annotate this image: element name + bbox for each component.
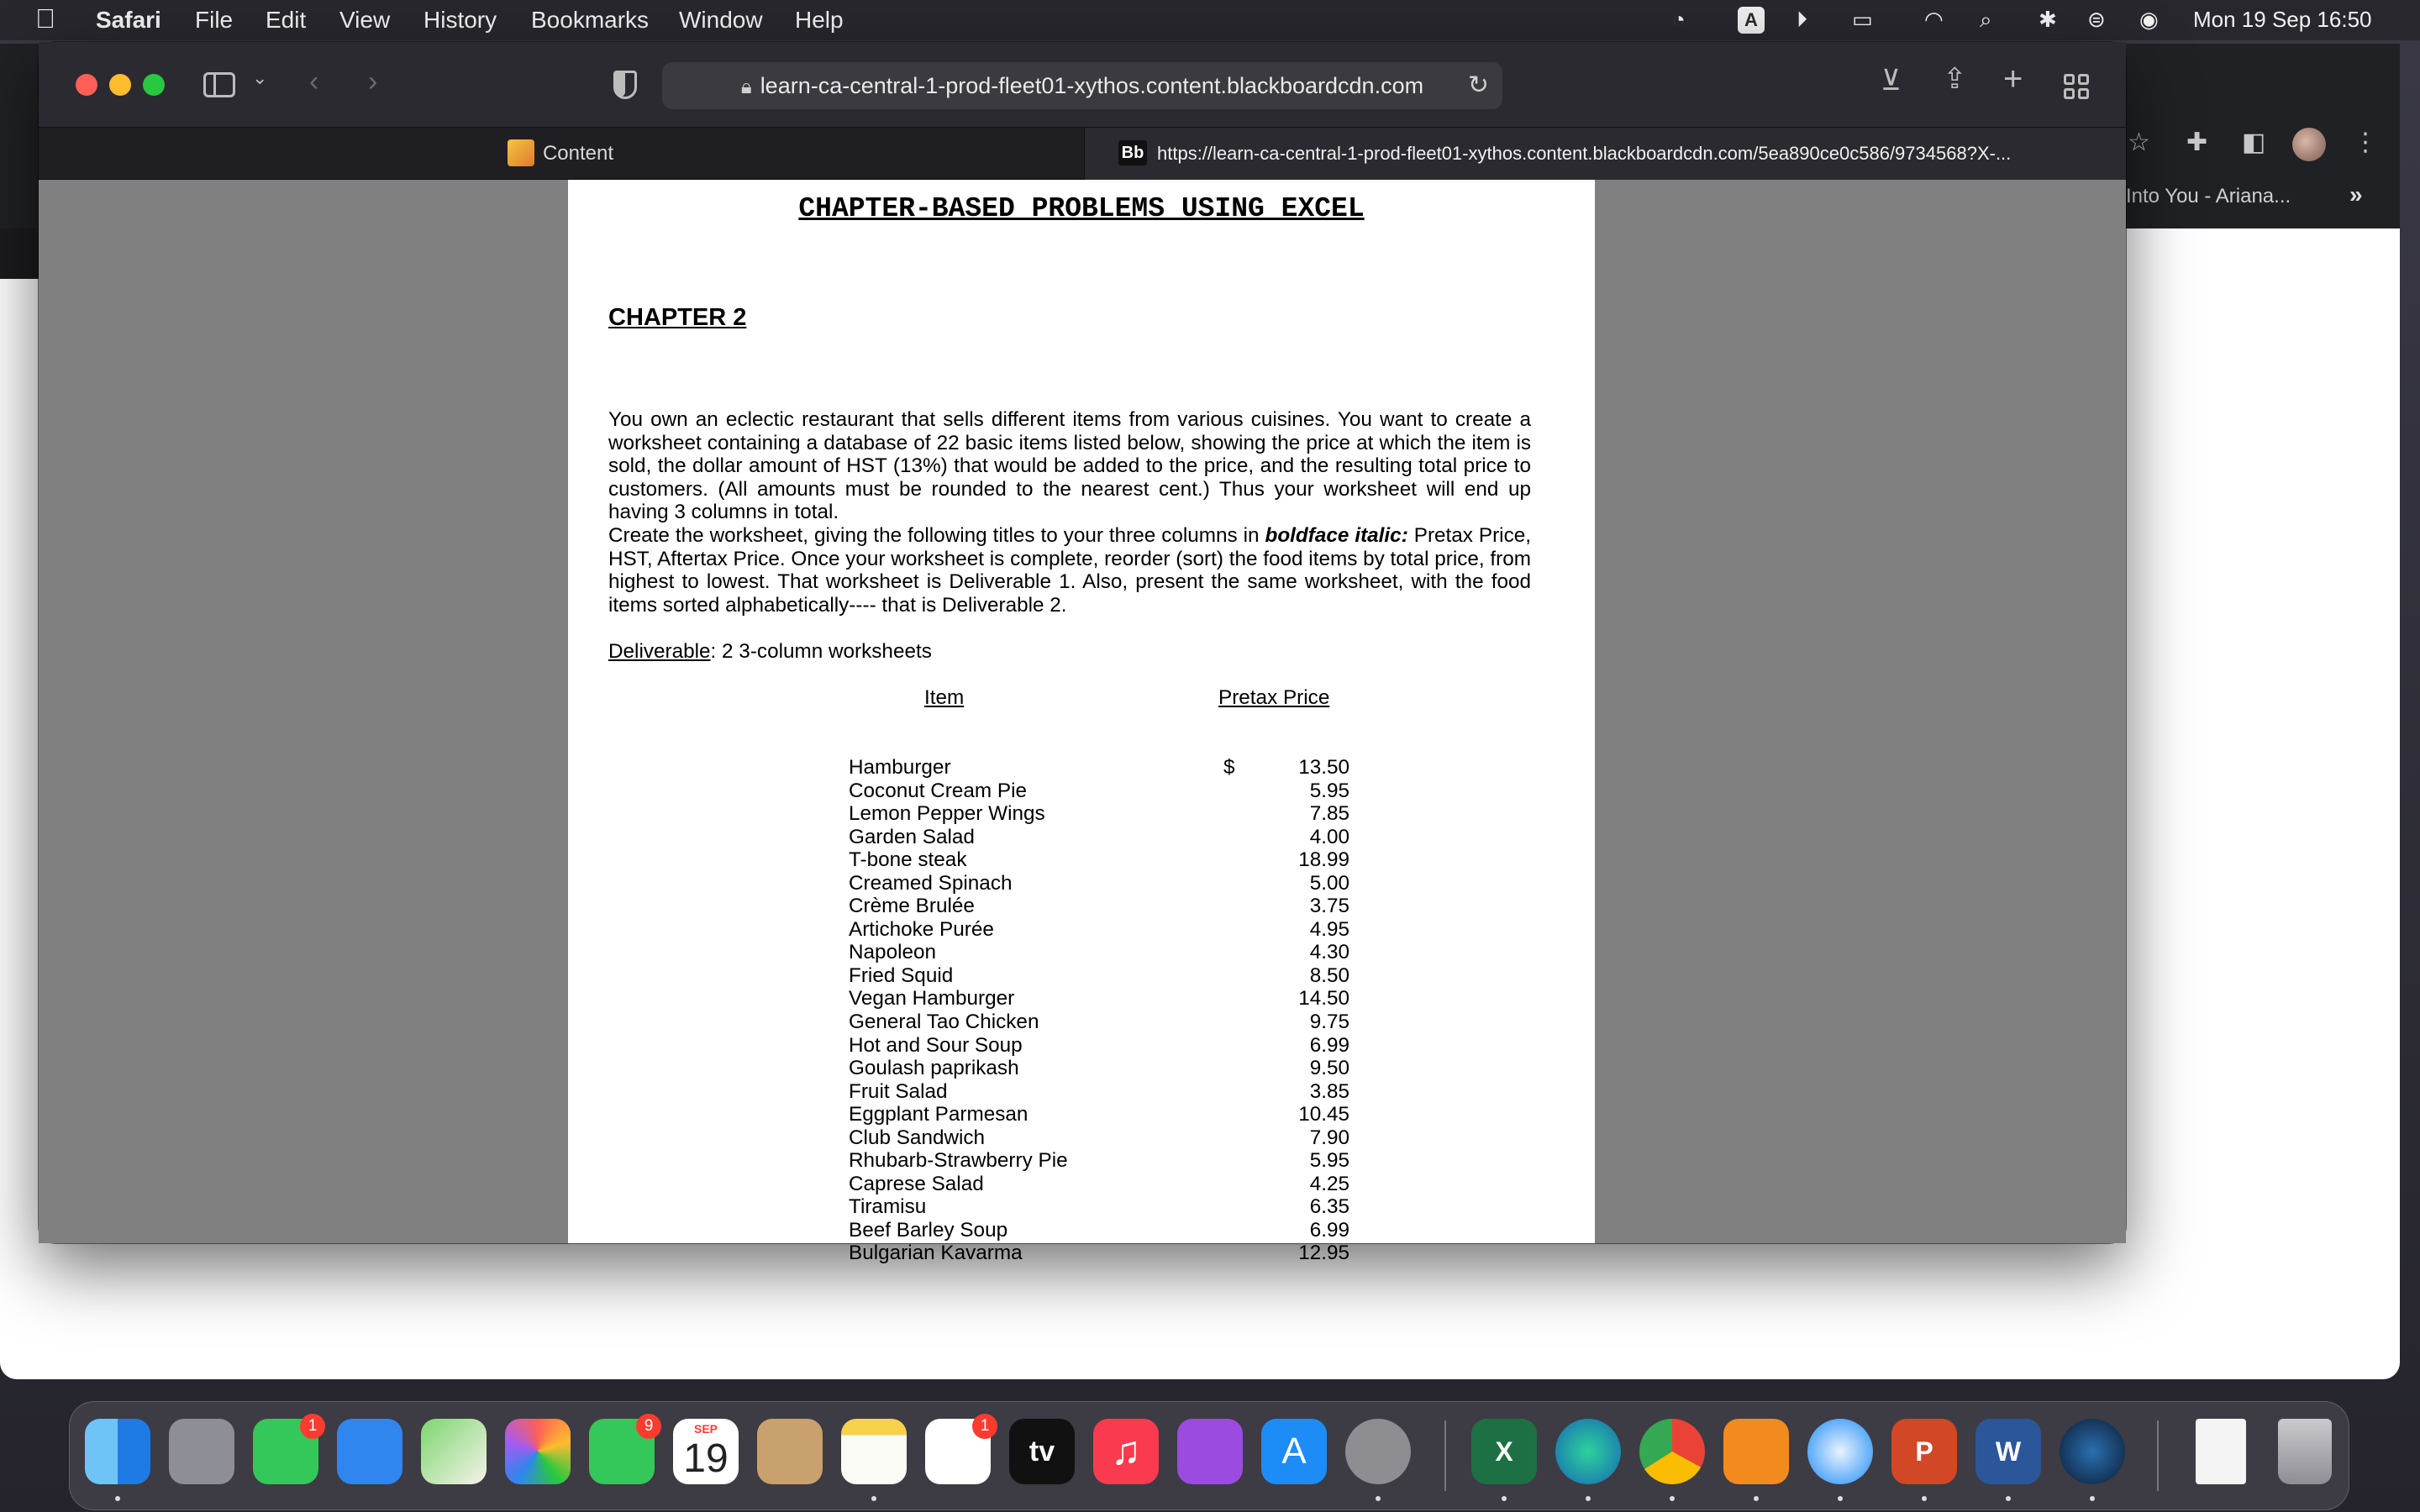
dock-separator [1444,1420,1446,1491]
food-price [1223,918,1349,942]
sync-status-icon[interactable]: ◔ [1672,7,1686,32]
dock-separator-2 [2157,1420,2159,1491]
food-item: Club Sandwich [849,1126,986,1149]
food-price [1223,1242,1349,1265]
downloads-icon[interactable]: ⊻ [1881,65,1902,97]
food-item: Vegan Hamburger [849,987,1015,1011]
food-price [1223,780,1349,803]
finder-running-dot [115,1496,120,1501]
price-value: 4.30 [1309,941,1349,964]
price-value: 8.50 [1309,963,1349,987]
menu-window[interactable]: Window [679,7,763,33]
dock [69,1401,2349,1510]
now-playing-icon[interactable]: ⏵ [1797,7,1808,32]
food-price [1223,1173,1349,1196]
word-letter: W [1995,1436,2022,1467]
price-value: 5.95 [1309,779,1349,802]
food-price [1223,1034,1349,1058]
food-item: Napoleon [849,941,937,964]
menu-file[interactable]: File [195,7,234,33]
music-icon[interactable]: ♫ [1093,1419,1159,1484]
price-value: 6.35 [1309,1195,1349,1219]
spotlight-search-icon[interactable]: ⌕ [1980,7,1992,32]
excel-icon[interactable] [1471,1419,1537,1484]
back-icon[interactable]: ‹ [309,66,319,97]
macos-menu-bar [0,0,2420,40]
food-item: Artichoke Purée [849,917,994,941]
price-value: 18.99 [1298,848,1349,872]
food-price [1223,941,1349,964]
app-store-icon[interactable]: A [1261,1419,1327,1484]
deliverable-text: : 2 3-column worksheets [710,640,932,663]
food-price [1223,826,1349,849]
tab-group-chevron-icon[interactable]: ⌄ [252,67,268,88]
food-item: Crème Brulée [849,895,975,918]
food-item: Fruit Salad [849,1079,948,1103]
food-item: Creamed Spinach [849,871,1013,895]
steam-icon[interactable] [2060,1419,2125,1484]
food-item: Beef Barley Soup [849,1218,1008,1242]
input-source-icon[interactable]: A [1738,7,1765,34]
food-price [1223,987,1349,1011]
food-price [1223,1126,1349,1150]
food-price [1223,964,1349,988]
minimize-window-button[interactable] [109,74,131,96]
calendar-icon[interactable] [673,1419,739,1484]
safari-tab-bar [39,128,2126,180]
notes-running-dot [871,1496,876,1501]
food-price [1223,802,1349,826]
forward-icon[interactable]: › [368,66,378,97]
close-window-button[interactable] [76,74,97,96]
price-value: 6.99 [1309,1218,1349,1242]
camo-icon[interactable] [1555,1419,1621,1484]
menu-bookmarks[interactable]: Bookmarks [531,7,650,33]
pdf-page [568,180,1595,1265]
food-price [1223,1103,1349,1126]
food-price [1223,1011,1349,1034]
contacts-icon[interactable] [757,1419,823,1484]
chrome-bookmark-item[interactable]: Into You - Ariana... [2126,185,2291,207]
price-value: 4.95 [1309,917,1349,941]
paragraph-2-start: Create the worksheet, giving the following titles to your three columns in [608,524,1265,547]
apple-tv-label: tv [1028,1436,1055,1467]
price-value: 13.50 [1298,756,1349,779]
food-item: Goulash paprikash [849,1057,1019,1080]
menu-clock[interactable]: Mon 19 Sep 16:50 [2193,7,2372,32]
trash-icon[interactable] [2278,1419,2332,1484]
battery-icon[interactable]: ▭ [1852,7,1873,32]
menu-help[interactable]: Help [795,7,844,33]
price-value: 4.25 [1309,1172,1349,1195]
price-value: 4.00 [1309,825,1349,848]
facetime-icon[interactable] [589,1419,655,1484]
paragraph-2-emphasis: boldface italic: [1265,524,1408,547]
chrome-running-dot [1670,1496,1675,1501]
currency-symbol: $ [1223,756,1235,779]
star-icon[interactable]: ☆ [2128,129,2150,156]
menu-history[interactable]: History [424,7,497,33]
food-price [1223,1195,1349,1219]
food-price [1223,1149,1349,1173]
apple-menu-icon[interactable] [35,3,55,34]
calendar-day: 19 [683,1436,729,1481]
food-item: Bulgarian Kavarma [849,1242,1023,1265]
safari-window [39,42,2126,1265]
food-item: Hot and Sour Soup [849,1033,1023,1057]
blackboard-favicon-icon: Bb [1118,140,1147,165]
word-running-dot [2006,1496,2011,1501]
food-item: General Tao Chicken [849,1011,1039,1034]
menu-view[interactable]: View [339,7,391,33]
price-value: 3.85 [1309,1079,1349,1103]
tab-overview-icon[interactable] [2064,74,2089,99]
finder-icon[interactable] [85,1419,150,1484]
pdf-viewer[interactable] [39,180,2126,1265]
address-bar[interactable] [662,62,1502,109]
menu-edit[interactable]: Edit [266,7,307,33]
word-icon[interactable] [1975,1419,2041,1484]
bluetooth-icon[interactable]: ✱ [2039,7,2057,32]
food-price [1223,1219,1349,1242]
mail-icon[interactable] [337,1419,402,1484]
books-icon[interactable] [1723,1419,1789,1484]
reminders-icon[interactable] [925,1419,991,1484]
price-value: 9.50 [1309,1057,1349,1080]
food-item: Tiramisu [849,1195,927,1219]
photos-icon[interactable] [505,1419,571,1484]
excel-letter: X [1495,1436,1513,1467]
sidebar-toggle-icon[interactable] [203,72,235,97]
price-value: 14.50 [1298,987,1349,1011]
reminders-badge: 1 [972,1414,997,1439]
tab-blackboard-label: https://learn-ca-central-1-prod-fleet01-xythos.content.blackboardcdn.com/5ea890ce0c586/9734568?X-... [1157,143,2012,164]
problem-paragraph-2 [608,524,1531,617]
facetime-badge: 9 [636,1414,661,1439]
notes-icon[interactable] [841,1419,907,1484]
deliverable-line [608,640,932,664]
item-list [849,756,1068,1265]
price-value: 6.99 [1309,1033,1349,1057]
food-item: Hamburger [849,756,951,779]
side-panel-icon[interactable]: ◧ [2242,129,2266,156]
powerpoint-running-dot [1922,1496,1927,1501]
paragraph-2-end: Pretax Price, HST, Aftertax Price. Once your worksheet is complete, reorder (sort) the food items by total price, from highest to lowest. That worksheet is Deliverable 1. Also, present the same worksheet, with the food items sorted alphabetically---- that is Deliverable 2. [608,524,1531,617]
zoom-window-button[interactable] [143,74,165,96]
problem-paragraph-1: You own an eclectic restaurant that sells different items from various cuisines. You want to create a worksheet containing a database of 22 basic items listed below, showing the price at which the item is sold, the dollar amount of HST (13%) that would be added to the price, and the resulting total price to customers. (All amounts must be rounded to the nearest cent.) Thus your worksheet will end up having 3 columns in total. [608,408,1531,523]
food-price [1223,872,1349,895]
food-item: Coconut Cream Pie [849,779,1028,802]
content-favicon-icon [508,139,534,166]
deliverable-label: Deliverable [608,640,711,663]
chrome-profile-avatar[interactable] [2292,128,2326,161]
launchpad-icon[interactable] [169,1419,234,1484]
menu-app-name[interactable]: Safari [96,7,161,33]
chrome-menu-icon[interactable]: ⋮ [2353,129,2378,156]
reload-icon[interactable]: ↻ [1467,71,1489,99]
calendar-month: SEP [693,1422,718,1436]
food-item: Fried Squid [849,963,954,987]
food-item: Caprese Salad [849,1172,984,1195]
food-price [1223,1080,1349,1104]
extensions-icon[interactable]: ✚ [2186,129,2208,156]
price-value: 10.45 [1298,1103,1349,1126]
messages-badge: 1 [300,1414,325,1439]
food-item: Garden Salad [849,825,975,848]
price-value: 7.90 [1309,1126,1349,1149]
siri-icon[interactable]: ◉ [2139,7,2159,32]
wifi-icon[interactable]: ◠ [1924,7,1944,32]
food-item: Lemon Pepper Wings [849,802,1045,826]
tab-content-label: Content [542,142,614,165]
price-value: 12.95 [1298,1242,1349,1265]
price-value: 9.75 [1309,1011,1349,1034]
powerpoint-icon[interactable] [1891,1419,1957,1484]
safari-icon[interactable] [1807,1419,1873,1484]
food-price [1223,895,1349,918]
food-item: Eggplant Parmesan [849,1103,1028,1126]
price-value: 5.95 [1309,1149,1349,1173]
address-url: learn-ca-central-1-prod-fleet01-xythos.content.blackboardcdn.com [760,73,1424,98]
apple-tv-icon[interactable] [1009,1419,1075,1484]
food-price [1223,756,1349,780]
steam-running-dot [2090,1496,2095,1501]
document-title: CHAPTER-BASED PROBLEMS USING EXCEL [798,193,1365,224]
maps-icon[interactable] [421,1419,487,1484]
books-running-dot [1754,1496,1759,1501]
bookmarks-overflow-icon[interactable]: » [2349,181,2363,207]
tab-content[interactable] [39,128,1082,180]
chapter-heading: CHAPTER 2 [608,304,747,331]
item-column-header: Item [924,686,965,709]
safari-running-dot [1838,1496,1843,1501]
food-price [1223,848,1349,872]
excel-running-dot [1502,1496,1507,1501]
lock-icon: 🔒︎ [740,76,752,98]
camo-running-dot [1586,1496,1591,1501]
price-value: 5.00 [1309,871,1349,895]
messages-icon[interactable] [253,1419,318,1484]
podcasts-icon[interactable] [1177,1419,1243,1484]
chrome-left-edge [0,228,40,279]
food-price [1223,1057,1349,1080]
pretax-price-column-header: Pretax Price [1218,686,1330,709]
tab-blackboard-pdf[interactable] [1084,128,2126,180]
privacy-shield-icon[interactable] [613,71,637,99]
system-preferences-icon[interactable] [1345,1419,1411,1484]
price-value: 3.75 [1309,895,1349,918]
chrome-icon[interactable] [1639,1419,1705,1484]
price-list [1223,756,1349,1265]
price-value: 7.85 [1309,802,1349,826]
powerpoint-letter: P [1915,1436,1933,1467]
document-stack-icon[interactable] [2196,1419,2246,1484]
share-icon[interactable]: ⇪ [1943,63,1967,95]
food-item: Rhubarb-Strawberry Pie [849,1149,1068,1173]
control-center-icon[interactable]: ⊜ [2087,7,2106,32]
system-preferences-running-dot [1376,1496,1381,1501]
safari-toolbar [39,42,2126,128]
new-tab-icon[interactable]: + [2003,60,2023,97]
food-item: T-bone steak [849,848,967,872]
